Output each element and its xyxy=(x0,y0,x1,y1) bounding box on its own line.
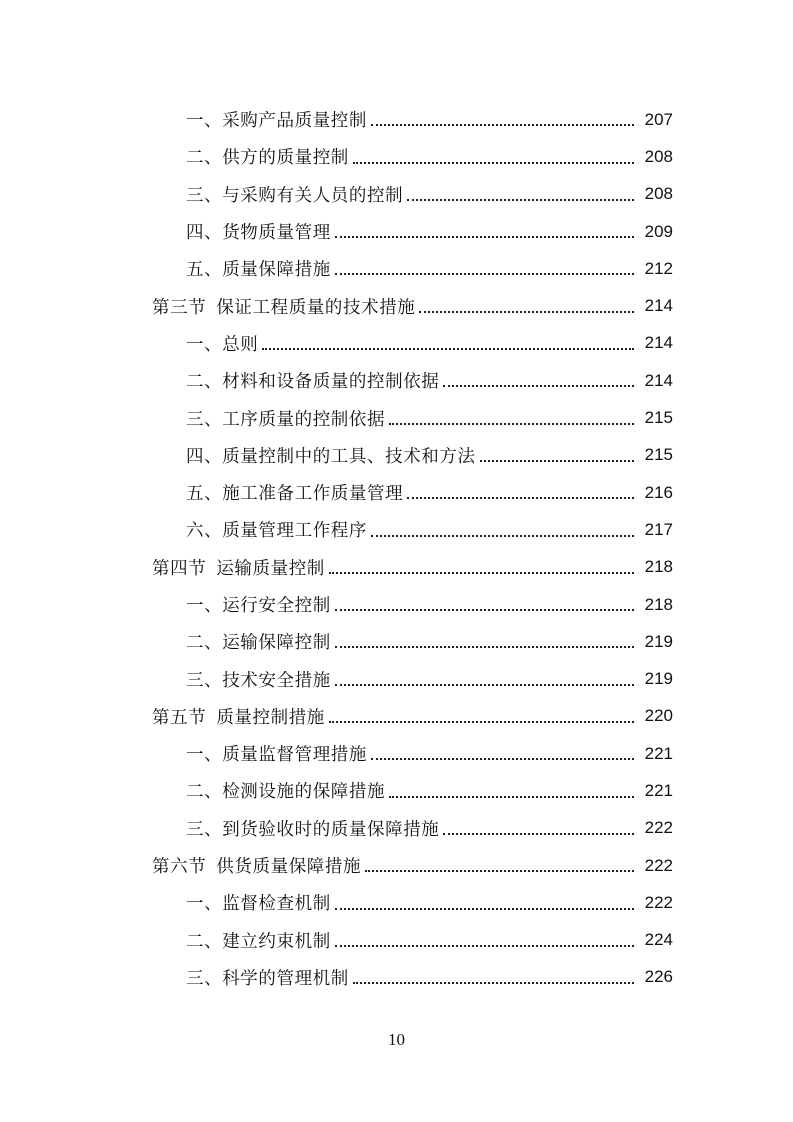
toc-dot-leader xyxy=(335,907,634,910)
toc-entry[interactable] xyxy=(0,772,793,809)
toc-dot-leader xyxy=(353,981,634,984)
toc-dot-leader xyxy=(389,795,634,798)
toc-section-number: 第四节 xyxy=(152,558,207,579)
toc-entry-label xyxy=(152,294,415,319)
toc-dot-leader xyxy=(443,832,634,835)
toc-entry-label xyxy=(186,667,331,692)
toc-page-number: 215 xyxy=(644,408,673,428)
toc-entry[interactable] xyxy=(0,362,793,399)
toc-entry-label xyxy=(186,741,367,766)
toc-page-number: 216 xyxy=(644,482,673,502)
toc-entry-title: 三、与采购有关人员的控制 xyxy=(186,185,404,206)
toc-entry-title: 二、检测设施的保障措施 xyxy=(186,782,386,803)
toc-page-number: 226 xyxy=(644,967,673,987)
toc-entry[interactable] xyxy=(0,959,793,996)
toc-entry-label xyxy=(186,928,331,953)
toc-entry[interactable] xyxy=(0,138,793,175)
toc-entry-title: 质量控制措施 xyxy=(216,707,325,728)
toc-dot-leader xyxy=(407,496,634,499)
toc-entry-title: 三、科学的管理机制 xyxy=(186,968,349,989)
toc-dot-leader xyxy=(353,161,634,164)
toc-entry-title: 六、质量管理工作程序 xyxy=(186,521,367,542)
toc-section-entry[interactable] xyxy=(0,698,793,735)
toc-entry-title: 二、运输保障控制 xyxy=(186,633,331,654)
toc-page-number: 214 xyxy=(644,370,673,390)
toc-entry[interactable] xyxy=(0,474,793,511)
toc-dot-leader xyxy=(365,869,634,872)
toc-dot-leader xyxy=(389,422,634,425)
toc-page-number: 208 xyxy=(644,184,673,204)
toc-page-number: 224 xyxy=(644,930,673,950)
toc-entry-label xyxy=(186,965,349,990)
toc-dot-leader xyxy=(262,347,634,350)
toc-entry-title: 一、采购产品质量控制 xyxy=(186,111,367,132)
toc-entry[interactable] xyxy=(0,884,793,921)
toc-entry-label xyxy=(186,443,476,468)
toc-dot-leader xyxy=(371,123,634,126)
toc-dot-leader xyxy=(480,459,634,462)
toc-page-number: 208 xyxy=(644,146,673,166)
toc-section-number: 第六节 xyxy=(152,857,207,878)
toc-entry-label xyxy=(186,778,385,803)
toc-page-number: 219 xyxy=(644,631,673,651)
toc-page-number: 219 xyxy=(644,669,673,689)
toc-entry-title: 一、质量监督管理措施 xyxy=(186,745,367,766)
toc-entry-title: 一、运行安全控制 xyxy=(186,596,331,616)
toc-entry-title: 五、质量保障措施 xyxy=(186,260,331,281)
toc-entry[interactable] xyxy=(0,325,793,362)
toc-entry[interactable] xyxy=(0,213,793,250)
toc-entry-label xyxy=(152,704,325,729)
toc-dot-leader xyxy=(329,720,634,723)
toc-section-number: 第五节 xyxy=(152,707,207,728)
toc-section-entry[interactable] xyxy=(0,847,793,884)
toc-entry-label xyxy=(186,629,331,654)
toc-dot-leader xyxy=(335,944,634,947)
table-of-contents xyxy=(0,101,793,996)
toc-dot-leader xyxy=(371,534,634,537)
toc-entry-label xyxy=(186,144,349,169)
toc-entry-title: 四、货物质量管理 xyxy=(186,223,331,244)
toc-dot-leader xyxy=(335,272,634,275)
toc-entry-label xyxy=(186,406,385,431)
toc-entry-label xyxy=(186,517,367,542)
toc-dot-leader xyxy=(371,757,634,760)
toc-dot-leader xyxy=(335,645,634,648)
toc-dot-leader xyxy=(335,608,634,611)
toc-page-number: 220 xyxy=(644,706,673,726)
toc-entry-title: 二、材料和设备质量的控制依据 xyxy=(186,372,440,393)
toc-entry[interactable] xyxy=(0,735,793,772)
toc-entry-label xyxy=(186,890,331,915)
toc-page-number: 222 xyxy=(644,818,673,838)
toc-page-number: 207 xyxy=(644,109,673,129)
toc-entry[interactable] xyxy=(0,511,793,548)
toc-page-number: 214 xyxy=(644,333,673,353)
toc-entry[interactable] xyxy=(0,250,793,287)
toc-page-number: 221 xyxy=(644,780,673,800)
toc-dot-leader xyxy=(335,235,634,238)
toc-dot-leader xyxy=(419,310,634,313)
toc-entry[interactable] xyxy=(0,176,793,213)
toc-entry-label xyxy=(186,331,258,356)
toc-entry-label xyxy=(186,480,403,505)
toc-entry-title: 五、施工准备工作质量管理 xyxy=(186,484,404,505)
toc-entry-title: 三、工序质量的控制依据 xyxy=(186,409,386,430)
toc-entry-title: 运输质量控制 xyxy=(216,558,325,579)
toc-entry-label xyxy=(186,816,439,841)
toc-entry[interactable] xyxy=(0,623,793,660)
toc-entry-title: 保证工程质量的技术措施 xyxy=(216,297,416,318)
toc-entry[interactable] xyxy=(0,586,793,623)
toc-entry-title: 三、到货验收时的质量保障措施 xyxy=(186,819,440,840)
toc-dot-leader xyxy=(407,198,634,201)
toc-entry-label xyxy=(152,555,325,580)
toc-entry-title: 二、建立约束机制 xyxy=(186,931,331,952)
toc-page-number: 222 xyxy=(644,892,673,912)
toc-entry-label xyxy=(186,182,403,207)
toc-entry[interactable] xyxy=(0,810,793,847)
toc-section-number: 第三节 xyxy=(152,297,207,318)
toc-page-number: 222 xyxy=(644,855,673,875)
toc-page-number: 209 xyxy=(644,221,673,241)
toc-entry[interactable] xyxy=(0,437,793,474)
toc-entry-title: 二、供方的质量控制 xyxy=(186,148,349,169)
toc-page-number: 218 xyxy=(644,594,673,614)
toc-section-entry[interactable] xyxy=(0,287,793,324)
toc-page-number: 221 xyxy=(644,743,673,763)
page-number: 10 xyxy=(388,1030,405,1049)
toc-entry-title: 供货质量保障措施 xyxy=(216,857,362,878)
toc-page-number: 215 xyxy=(644,445,673,465)
toc-entry-label xyxy=(152,853,361,878)
toc-entry-label xyxy=(186,107,367,132)
toc-entry-title: 四、质量控制中的工具、技术和方法 xyxy=(186,446,476,467)
toc-entry[interactable] xyxy=(0,101,793,138)
toc-section-entry[interactable] xyxy=(0,549,793,586)
toc-entry[interactable] xyxy=(0,660,793,697)
toc-entry-title: 三、技术安全措施 xyxy=(186,670,331,691)
toc-entry-title: 一、总则 xyxy=(186,334,259,355)
toc-page-number: 212 xyxy=(644,258,673,278)
toc-page-number: 218 xyxy=(644,557,673,577)
toc-dot-leader xyxy=(329,571,634,574)
toc-entry-label xyxy=(186,219,331,244)
toc-dot-leader xyxy=(335,683,634,686)
toc-entry-label xyxy=(186,256,331,281)
toc-entry-title: 一、监督检查机制 xyxy=(186,894,331,915)
toc-entry-label xyxy=(186,592,331,617)
toc-page-number: 217 xyxy=(644,519,673,539)
toc-entry[interactable] xyxy=(0,922,793,959)
toc-entry-label xyxy=(186,368,439,393)
toc-page-number: 214 xyxy=(644,296,673,316)
toc-dot-leader xyxy=(443,384,634,387)
toc-entry[interactable] xyxy=(0,399,793,436)
